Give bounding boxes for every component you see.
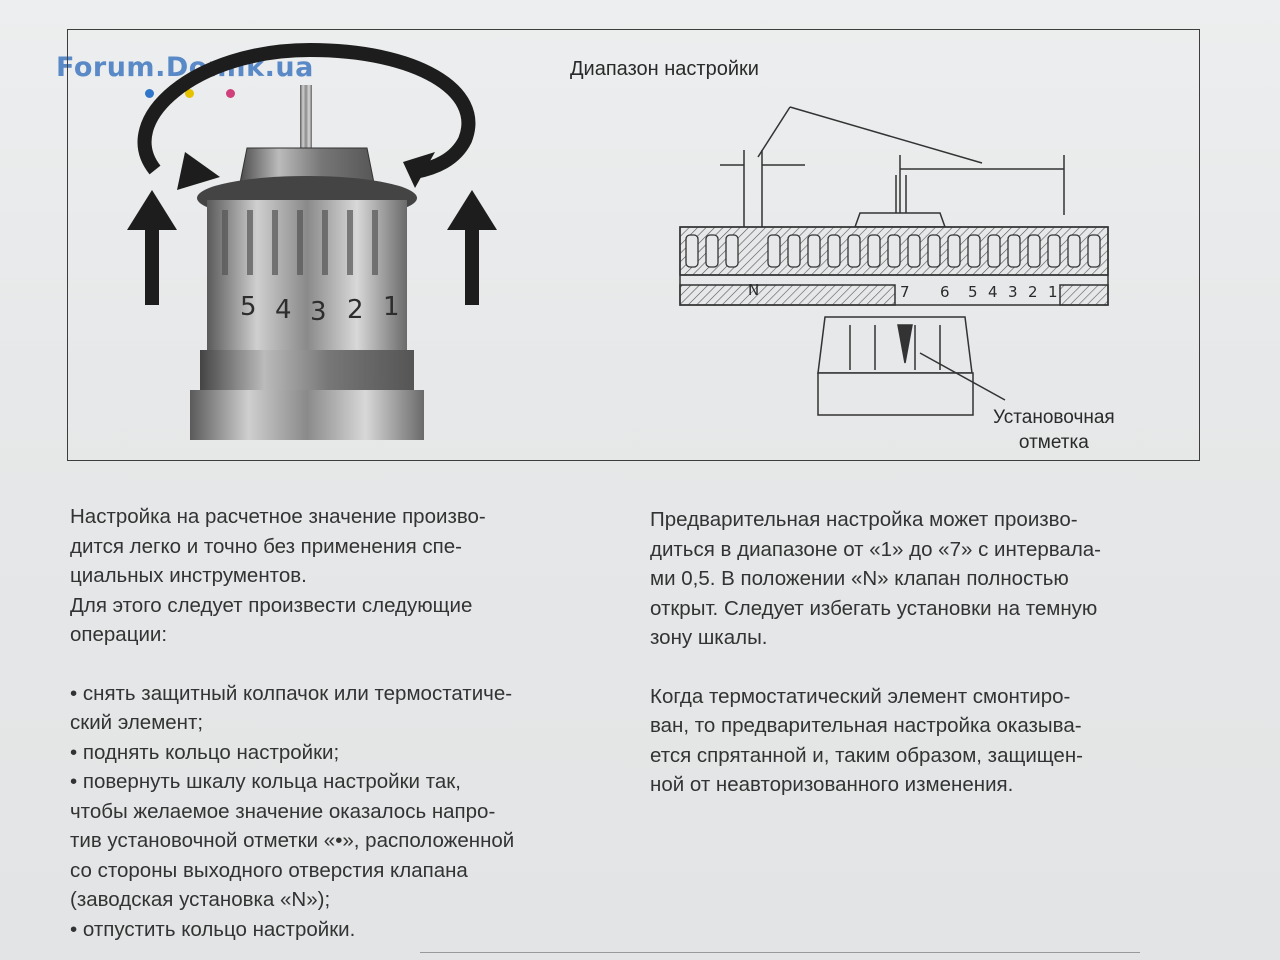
list-line: со стороны выходного отверстия клапана — [70, 858, 468, 882]
divider — [420, 952, 1140, 953]
setting-range-diagram — [660, 95, 1130, 425]
list-line: ский элемент; — [70, 711, 204, 734]
right-column — [650, 505, 1170, 800]
photo-scale-digit: 3 — [310, 297, 327, 327]
lift-arrow-right — [447, 190, 497, 305]
text-line: Предварительная настройка может произво- — [650, 508, 1078, 531]
text-line: диться в диапазоне от «1» до «7» с интервала- — [650, 537, 1102, 561]
diagram-scale-digit: 7 — [900, 283, 910, 301]
text-line: ми 0,5. В положении «N» клапан полностью — [650, 567, 1069, 590]
diagram-scale-digit: 6 — [940, 283, 950, 301]
list-line: • снять защитный колпачок или термостатиче- — [70, 681, 513, 705]
figure-caption: Диапазон настройки — [570, 58, 759, 80]
list-line: чтобы желаемое значение оказалось напро- — [70, 799, 496, 823]
lift-arrow-left — [127, 190, 177, 305]
diagram-scale-digit: 3 — [1008, 283, 1018, 301]
list-line: тив установочной отметки «•», расположенной — [70, 829, 515, 852]
watermark: Forum.Domik.ua — [56, 52, 314, 83]
diagram-scale-digit: 2 — [1028, 283, 1038, 301]
list-line: (заводская установка «N»); — [70, 888, 331, 911]
setting-mark-label-line2: отметка — [1018, 432, 1089, 453]
text-line: циальных инструментов. — [70, 564, 307, 587]
photo-scale-digit: 5 — [240, 292, 257, 322]
text-line: зону шкалы. — [650, 626, 768, 649]
text-line: ван, то предварительная настройка оказыва- — [650, 714, 1082, 737]
text-line: дится легко и точно без применения спе- — [70, 534, 462, 558]
setting-mark-label — [993, 405, 1115, 455]
setting-mark-label-line1: Установочная — [993, 407, 1115, 428]
photo-scale-digit: 1 — [383, 292, 400, 322]
valve-photo — [115, 40, 515, 440]
diagram-scale-digit: 1 — [1048, 283, 1058, 301]
text-line: Когда термостатический элемент смонтиро- — [650, 684, 1071, 708]
diagram-n-label: N — [748, 281, 760, 299]
text-line: ной от неавторизованного изменения. — [650, 773, 1014, 796]
left-column — [70, 502, 615, 944]
photo-scale-digit: 2 — [347, 295, 364, 325]
list-line: • поднять кольцо настройки; — [70, 740, 340, 764]
list-line: • повернуть шкалу кольца настройки так, — [70, 770, 461, 793]
diagram-scale-digit: 4 — [988, 283, 998, 301]
diagram-scale-digit: 5 — [968, 283, 978, 301]
text-line: операции: — [70, 623, 168, 646]
list-line: • отпустить кольцо настройки. — [70, 917, 356, 941]
text-line: Настройка на расчетное значение произво- — [70, 505, 486, 528]
text-line: ется спрятанной и, таким образом, защищен- — [650, 743, 1083, 767]
text-line: Для этого следует произвести следующие — [70, 593, 473, 617]
text-line: открыт. Следует избегать установки на темную — [650, 596, 1098, 620]
photo-scale-digit: 4 — [275, 295, 292, 325]
rotation-arrowhead-left — [177, 152, 220, 190]
